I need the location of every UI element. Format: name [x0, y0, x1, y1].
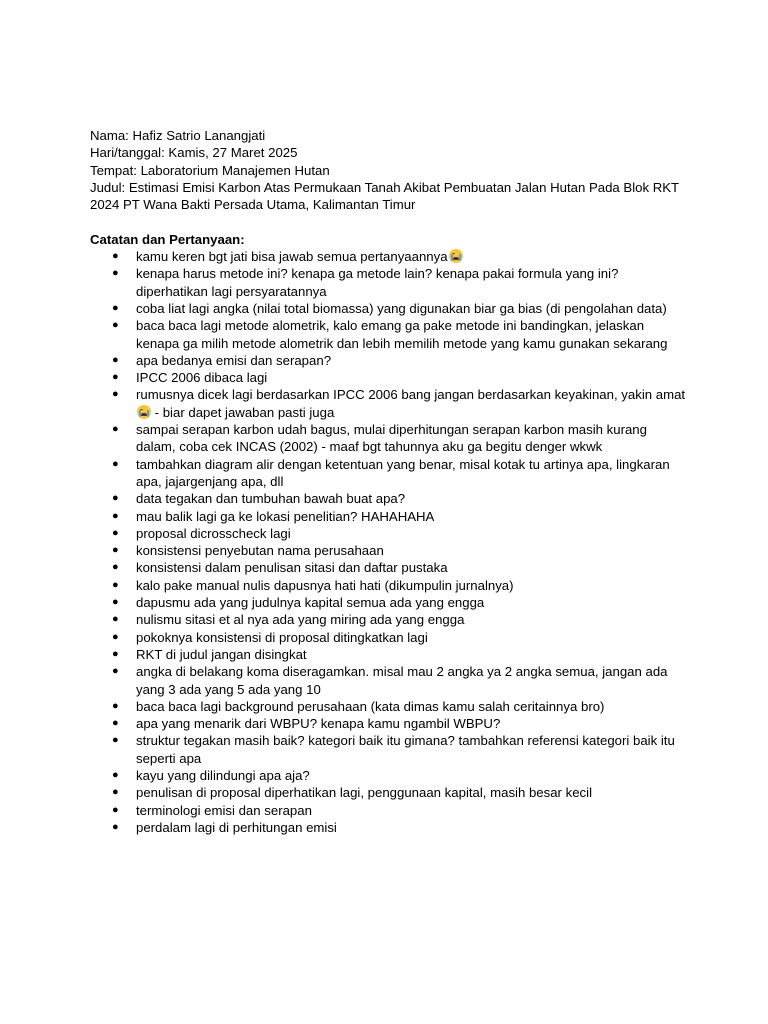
bullet-icon: ●	[112, 544, 119, 557]
loudly-crying-face-icon	[449, 249, 463, 263]
note-text: nulismu sitasi et al nya ada yang miring ada yang engga	[136, 612, 465, 628]
bullet-icon: ●	[112, 388, 119, 401]
note-text: kamu keren bgt jati bisa jawab semua pertanyaannya	[136, 249, 448, 265]
note-item	[90, 802, 690, 819]
bullet-icon: ●	[112, 647, 119, 660]
note-item	[90, 715, 690, 732]
note-text-continued: - biar dapet jawaban pasti juga	[151, 404, 335, 420]
note-item	[90, 767, 690, 784]
note-item	[90, 421, 690, 456]
bullet-icon: ●	[112, 820, 119, 833]
note-item	[90, 369, 690, 386]
bullet-icon: ●	[112, 786, 119, 799]
note-item	[90, 508, 690, 525]
note-text: proposal dicrosscheck lagi	[136, 525, 291, 541]
note-text: konsistensi penyebutan nama perusahaan	[136, 543, 384, 559]
note-item	[90, 663, 690, 698]
note-text: apa bedanya emisi dan serapan?	[136, 352, 332, 368]
note-item	[90, 317, 690, 352]
note-item	[90, 525, 690, 542]
note-text: struktur tegakan masih baik? kategori baik itu gimana? tambahkan referensi kategori baik itu seperti apa	[136, 733, 675, 766]
note-text: penulisan di proposal diperhatikan lagi, penggunaan kapital, masih besar kecil	[136, 785, 592, 801]
note-item	[90, 248, 690, 265]
note-text: kayu yang dilindungi apa aja?	[136, 767, 310, 783]
bullet-icon: ●	[112, 509, 119, 522]
loudly-crying-face-icon	[137, 405, 151, 419]
bullet-icon: ●	[112, 768, 119, 781]
note-text: kalo pake manual nulis dapusnya hati hati (dikumpulin jurnalnya)	[136, 577, 514, 593]
note-text: sampai serapan karbon udah bagus, mulai diperhitungan serapan karbon masih kurang dalam, coba cek INCAS (2002) - maaf bgt tahunnya aku ga begitu denger wkwk	[136, 422, 647, 455]
note-item	[90, 819, 690, 836]
bullet-icon: ●	[112, 561, 119, 574]
note-item	[90, 386, 690, 421]
note-item	[90, 490, 690, 507]
bullet-icon: ●	[112, 319, 119, 332]
note-text: baca baca lagi background perusahaan (kata dimas kamu salah ceritainnya bro)	[136, 698, 605, 714]
note-item	[90, 784, 690, 801]
title-line: Judul: Estimasi Emisi Karbon Atas Permukaan Tanah Akibat Pembuatan Jalan Hutan Pada Blok RKT 2024 PT Wana Bakti Persada Utama, Kalimantan Timur	[90, 179, 679, 213]
bullet-icon: ●	[112, 596, 119, 609]
student-name: Nama: Hafiz Satrio Lanangjati	[90, 128, 266, 143]
bullet-icon: ●	[112, 699, 119, 712]
note-text: perdalam lagi di perhitungan emisi	[136, 819, 337, 835]
bullet-icon: ●	[112, 492, 119, 505]
bullet-icon: ●	[112, 267, 119, 280]
note-text: konsistensi dalam penulisan sitasi dan daftar pustaka	[136, 560, 448, 576]
bullet-icon: ●	[112, 457, 119, 470]
note-item	[90, 456, 690, 491]
note-item	[90, 698, 690, 715]
note-item	[90, 629, 690, 646]
bullet-icon: ●	[112, 613, 119, 626]
note-text: tambahkan diagram alir dengan ketentuan yang benar, misal kotak tu artinya apa, lingkaran apa, jajargenjang apa, dll	[136, 456, 670, 489]
note-text: rumusnya dicek lagi berdasarkan IPCC 2006 bang jangan berdasarkan keyakinan, yakin amat	[136, 387, 686, 403]
note-item	[90, 352, 690, 369]
notes-heading: Catatan dan Pertanyaan:	[90, 231, 245, 247]
bullet-icon: ●	[112, 526, 119, 539]
date-line: Hari/tanggal: Kamis, 27 Maret 2025	[90, 145, 298, 161]
note-text: pokoknya konsistensi di proposal ditingkatkan lagi	[136, 629, 428, 645]
note-text: RKT di judul jangan disingkat	[136, 646, 307, 662]
note-text: angka di belakang koma diseragamkan. misal mau 2 angka ya 2 angka semua, jangan ada yang 3 ada yang 5 ada yang 10	[136, 664, 668, 697]
note-text: coba liat lagi angka (nilai total biomassa) yang digunakan biar ga bias (di pengolahan data)	[136, 300, 667, 316]
note-item	[90, 646, 690, 663]
note-item	[90, 732, 690, 767]
note-text: IPCC 2006 dibaca lagi	[136, 370, 268, 386]
note-item	[90, 594, 690, 611]
note-text: apa yang menarik dari WBPU? kenapa kamu ngambil WBPU?	[136, 716, 501, 732]
notes-list	[90, 248, 690, 836]
bullet-icon: ●	[112, 578, 119, 591]
note-item	[90, 577, 690, 594]
bullet-icon: ●	[112, 717, 119, 730]
note-text: terminologi emisi dan serapan	[136, 802, 312, 818]
note-item	[90, 300, 690, 317]
bullet-icon: ●	[112, 353, 119, 366]
bullet-icon: ●	[112, 250, 119, 263]
bullet-icon: ●	[112, 423, 119, 436]
note-item	[90, 611, 690, 628]
note-text: mau balik lagi ga ke lokasi penelitian? HAHAHAHA	[136, 508, 435, 524]
note-text: baca baca lagi metode alometrik, kalo emang ga pake metode ini bandingkan, jelaskan kenapa ga milih metode alometrik dan lebih memilih metode yang kamu gunakan sekarang	[136, 318, 668, 351]
bullet-icon: ●	[112, 734, 119, 747]
document-page	[90, 127, 690, 836]
bullet-icon: ●	[112, 630, 119, 643]
bullet-icon: ●	[112, 803, 119, 816]
note-item	[90, 265, 690, 300]
note-text: kenapa harus metode ini? kenapa ga metode lain? kenapa pakai formula yang ini? diperhatikan lagi persyaratannya	[136, 266, 619, 299]
note-text: data tegakan dan tumbuhan bawah buat apa?	[136, 491, 406, 507]
bullet-icon: ●	[112, 665, 119, 678]
place-line: Tempat: Laboratorium Manajemen Hutan	[90, 162, 330, 178]
note-item	[90, 559, 690, 576]
note-item	[90, 542, 690, 559]
bullet-icon: ●	[112, 371, 119, 384]
bullet-icon: ●	[112, 301, 119, 314]
note-text: dapusmu ada yang judulnya kapital semua ada yang engga	[136, 595, 485, 611]
